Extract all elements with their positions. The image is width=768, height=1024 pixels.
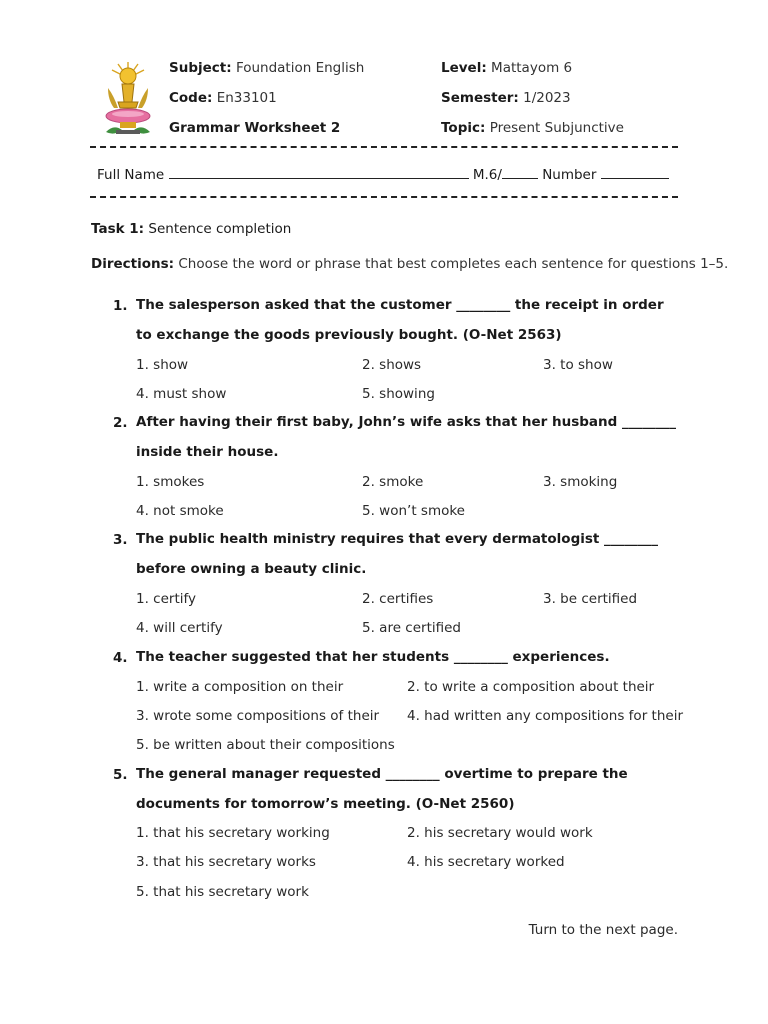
subject-field <box>169 58 364 78</box>
option[interactable]: 2. smoke <box>362 474 424 490</box>
option[interactable]: 4. will certify <box>136 620 223 636</box>
question-number: 1. <box>113 298 128 314</box>
option[interactable]: 4. must show <box>136 386 227 402</box>
number-blank[interactable] <box>601 164 669 179</box>
option[interactable]: 1. certify <box>136 591 196 607</box>
option[interactable]: 3. wrote some compositions of their <box>136 708 380 724</box>
option[interactable]: 1. write a composition on their <box>136 679 344 695</box>
next-page-note: Turn to the next page. <box>528 922 678 938</box>
option[interactable]: 4. not smoke <box>136 503 224 519</box>
option[interactable]: 2. to write a composition about their <box>407 679 655 695</box>
question-number: 4. <box>113 650 128 666</box>
semester-label: Semester: <box>441 90 519 106</box>
question-text: After having their first baby, John’s wife asks that her husband ________ inside their house. <box>136 414 677 460</box>
option[interactable]: 2. shows <box>362 357 422 373</box>
class-blank[interactable] <box>502 164 538 179</box>
question-text: The general manager requested ________ overtime to prepare the documents for tomorrow’s meeting. (O-Net 2560) <box>136 766 628 812</box>
task-value: Sentence completion <box>148 221 292 237</box>
task-heading <box>91 219 291 239</box>
option[interactable]: 2. his secretary would work <box>407 825 593 841</box>
option[interactable]: 1. show <box>136 357 189 373</box>
code-field <box>169 88 277 108</box>
option[interactable]: 5. won’t smoke <box>362 503 465 519</box>
divider-top <box>90 146 678 148</box>
topic-label: Topic: <box>441 120 486 136</box>
question-number: 2. <box>113 415 128 431</box>
worksheet-title <box>169 118 340 138</box>
question-text: The teacher suggested that her students ________ experiences. <box>136 649 610 665</box>
option[interactable]: 5. be written about their compositions <box>136 737 395 753</box>
subject-label: Subject: <box>169 60 232 76</box>
code-label: Code: <box>169 90 213 106</box>
question-number: 3. <box>113 532 128 548</box>
option[interactable]: 5. that his secretary work <box>136 884 309 900</box>
full-name-blank[interactable] <box>169 164 469 179</box>
topic-field <box>441 118 624 138</box>
full-name-label: Full Name <box>97 167 165 183</box>
student-info-row <box>97 164 677 185</box>
level-label: Level: <box>441 60 487 76</box>
number-label: Number <box>542 167 597 183</box>
code-value: En33101 <box>216 90 277 106</box>
option[interactable]: 5. showing <box>362 386 435 402</box>
question-text: The public health ministry requires that every dermatologist ________ before owning a beauty clinic. <box>136 531 659 577</box>
question-text: The salesperson asked that the customer ________ the receipt in order to exchange the goods previously bought. (O-Net 2563) <box>136 297 664 343</box>
directions <box>91 254 728 274</box>
option[interactable]: 3. smoking <box>543 474 618 490</box>
option[interactable]: 1. that his secretary working <box>136 825 330 841</box>
semester-value: 1/2023 <box>523 90 571 106</box>
class-label: M.6/ <box>472 167 502 183</box>
option[interactable]: 1. smokes <box>136 474 205 490</box>
option[interactable]: 3. be certified <box>543 591 638 607</box>
task-label: Task 1: <box>91 221 145 237</box>
subject-value: Foundation English <box>235 60 365 76</box>
topic-value: Present Subjunctive <box>489 120 624 136</box>
level-field <box>441 58 572 78</box>
option[interactable]: 4. his secretary worked <box>407 854 565 870</box>
school-crest-icon <box>100 58 156 142</box>
option[interactable]: 4. had written any compositions for their <box>407 708 683 724</box>
directions-text: Choose the word or phrase that best completes each sentence for questions 1–5. <box>178 256 729 272</box>
worksheet-title-text: Grammar Worksheet 2 <box>169 120 341 136</box>
semester-field <box>441 88 571 108</box>
directions-label: Directions: <box>91 256 175 272</box>
option[interactable]: 3. to show <box>543 357 613 373</box>
option[interactable]: 2. certifies <box>362 591 434 607</box>
option[interactable]: 5. are certified <box>362 620 461 636</box>
option[interactable]: 3. that his secretary works <box>136 854 316 870</box>
divider-bottom <box>90 196 678 198</box>
question-number: 5. <box>113 767 128 783</box>
level-value: Mattayom 6 <box>491 60 573 76</box>
